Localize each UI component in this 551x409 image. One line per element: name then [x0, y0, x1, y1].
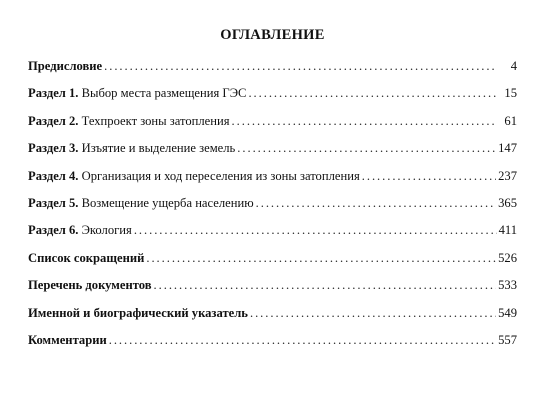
toc-entry-page: 147: [498, 141, 517, 156]
toc-entry-page: 526: [498, 250, 517, 265]
toc-entry-title: Перечень документов: [28, 278, 152, 293]
toc-list: [28, 58, 517, 359]
toc-entry-page: 4: [510, 59, 517, 73]
toc-entry-label: [28, 168, 360, 184]
toc-entry-label: [28, 305, 248, 321]
toc-entry-number: Раздел 1.: [28, 86, 79, 101]
toc-entry-page: 549: [498, 305, 517, 320]
toc-entry-label: [28, 195, 254, 211]
toc-entry-number: Раздел 4.: [28, 168, 79, 183]
toc-entry-title: Предисловие: [28, 59, 103, 73]
toc-entry-page: 237: [498, 168, 517, 183]
toc-entry-title: Техпроект зоны затопления: [81, 113, 230, 128]
toc-entry-page: 411: [498, 223, 517, 238]
toc-leader-dots: [362, 168, 496, 184]
toc-entry-title: Экология: [81, 223, 132, 238]
toc-entry-page: 15: [504, 86, 517, 101]
toc-entry-title: Список сокращений: [28, 250, 145, 265]
toc-entry: [28, 277, 517, 304]
toc-entry-page: 557: [498, 332, 517, 347]
toc-entry-title: Именной и биографический указатель: [28, 305, 248, 320]
toc-entry-number: Раздел 6.: [28, 223, 79, 238]
toc-entry-label: [28, 277, 152, 293]
toc-entry-label: [28, 85, 246, 101]
toc-entry: [28, 250, 517, 277]
toc-entry-label: [28, 58, 102, 74]
toc-entry-page: 365: [498, 195, 517, 210]
toc-leader-dots: [248, 85, 497, 101]
toc-entry: [28, 58, 517, 85]
toc-entry-number: Раздел 3.: [28, 141, 79, 156]
toc-leader-dots: [232, 113, 497, 129]
toc-entry-title: Возмещение ущерба населению: [81, 195, 254, 210]
toc-entry-label: [28, 332, 107, 348]
toc-entry: [28, 195, 517, 222]
toc-heading: ОГЛАВЛЕНИЕ: [220, 27, 325, 43]
toc-entry: [28, 332, 517, 359]
toc-entry-number: Раздел 5.: [28, 195, 79, 210]
toc-leader-dots: [134, 222, 497, 238]
toc-entry-label: [28, 222, 132, 238]
toc-entry-title: Выбор места размещения ГЭС: [81, 86, 247, 101]
toc-entry-page: 533: [498, 278, 517, 293]
toc-leader-dots: [104, 58, 497, 74]
toc-leader-dots: [154, 277, 497, 293]
toc-entry-label: [28, 250, 144, 266]
toc-entry: [28, 222, 517, 249]
toc-leader-dots: [256, 195, 496, 211]
toc-entry-page: 61: [504, 113, 517, 128]
toc-leader-dots: [109, 332, 496, 348]
toc-entry: [28, 140, 517, 167]
toc-entry-title: Изъятие и выделение земель: [81, 141, 236, 156]
toc-leader-dots: [146, 250, 496, 266]
toc-entry: [28, 168, 517, 195]
toc-leader-dots: [250, 305, 496, 321]
toc-entry-title: Комментарии: [28, 332, 107, 347]
toc-entry-label: [28, 140, 235, 156]
toc-leader-dots: [237, 140, 496, 156]
toc-entry-title: Организация и ход переселения из зоны затопления: [81, 168, 360, 183]
toc-entry: [28, 305, 517, 332]
toc-entry: [28, 113, 517, 140]
toc-entry: [28, 85, 517, 112]
toc-entry-label: [28, 113, 230, 129]
toc-entry-number: Раздел 2.: [28, 113, 79, 128]
